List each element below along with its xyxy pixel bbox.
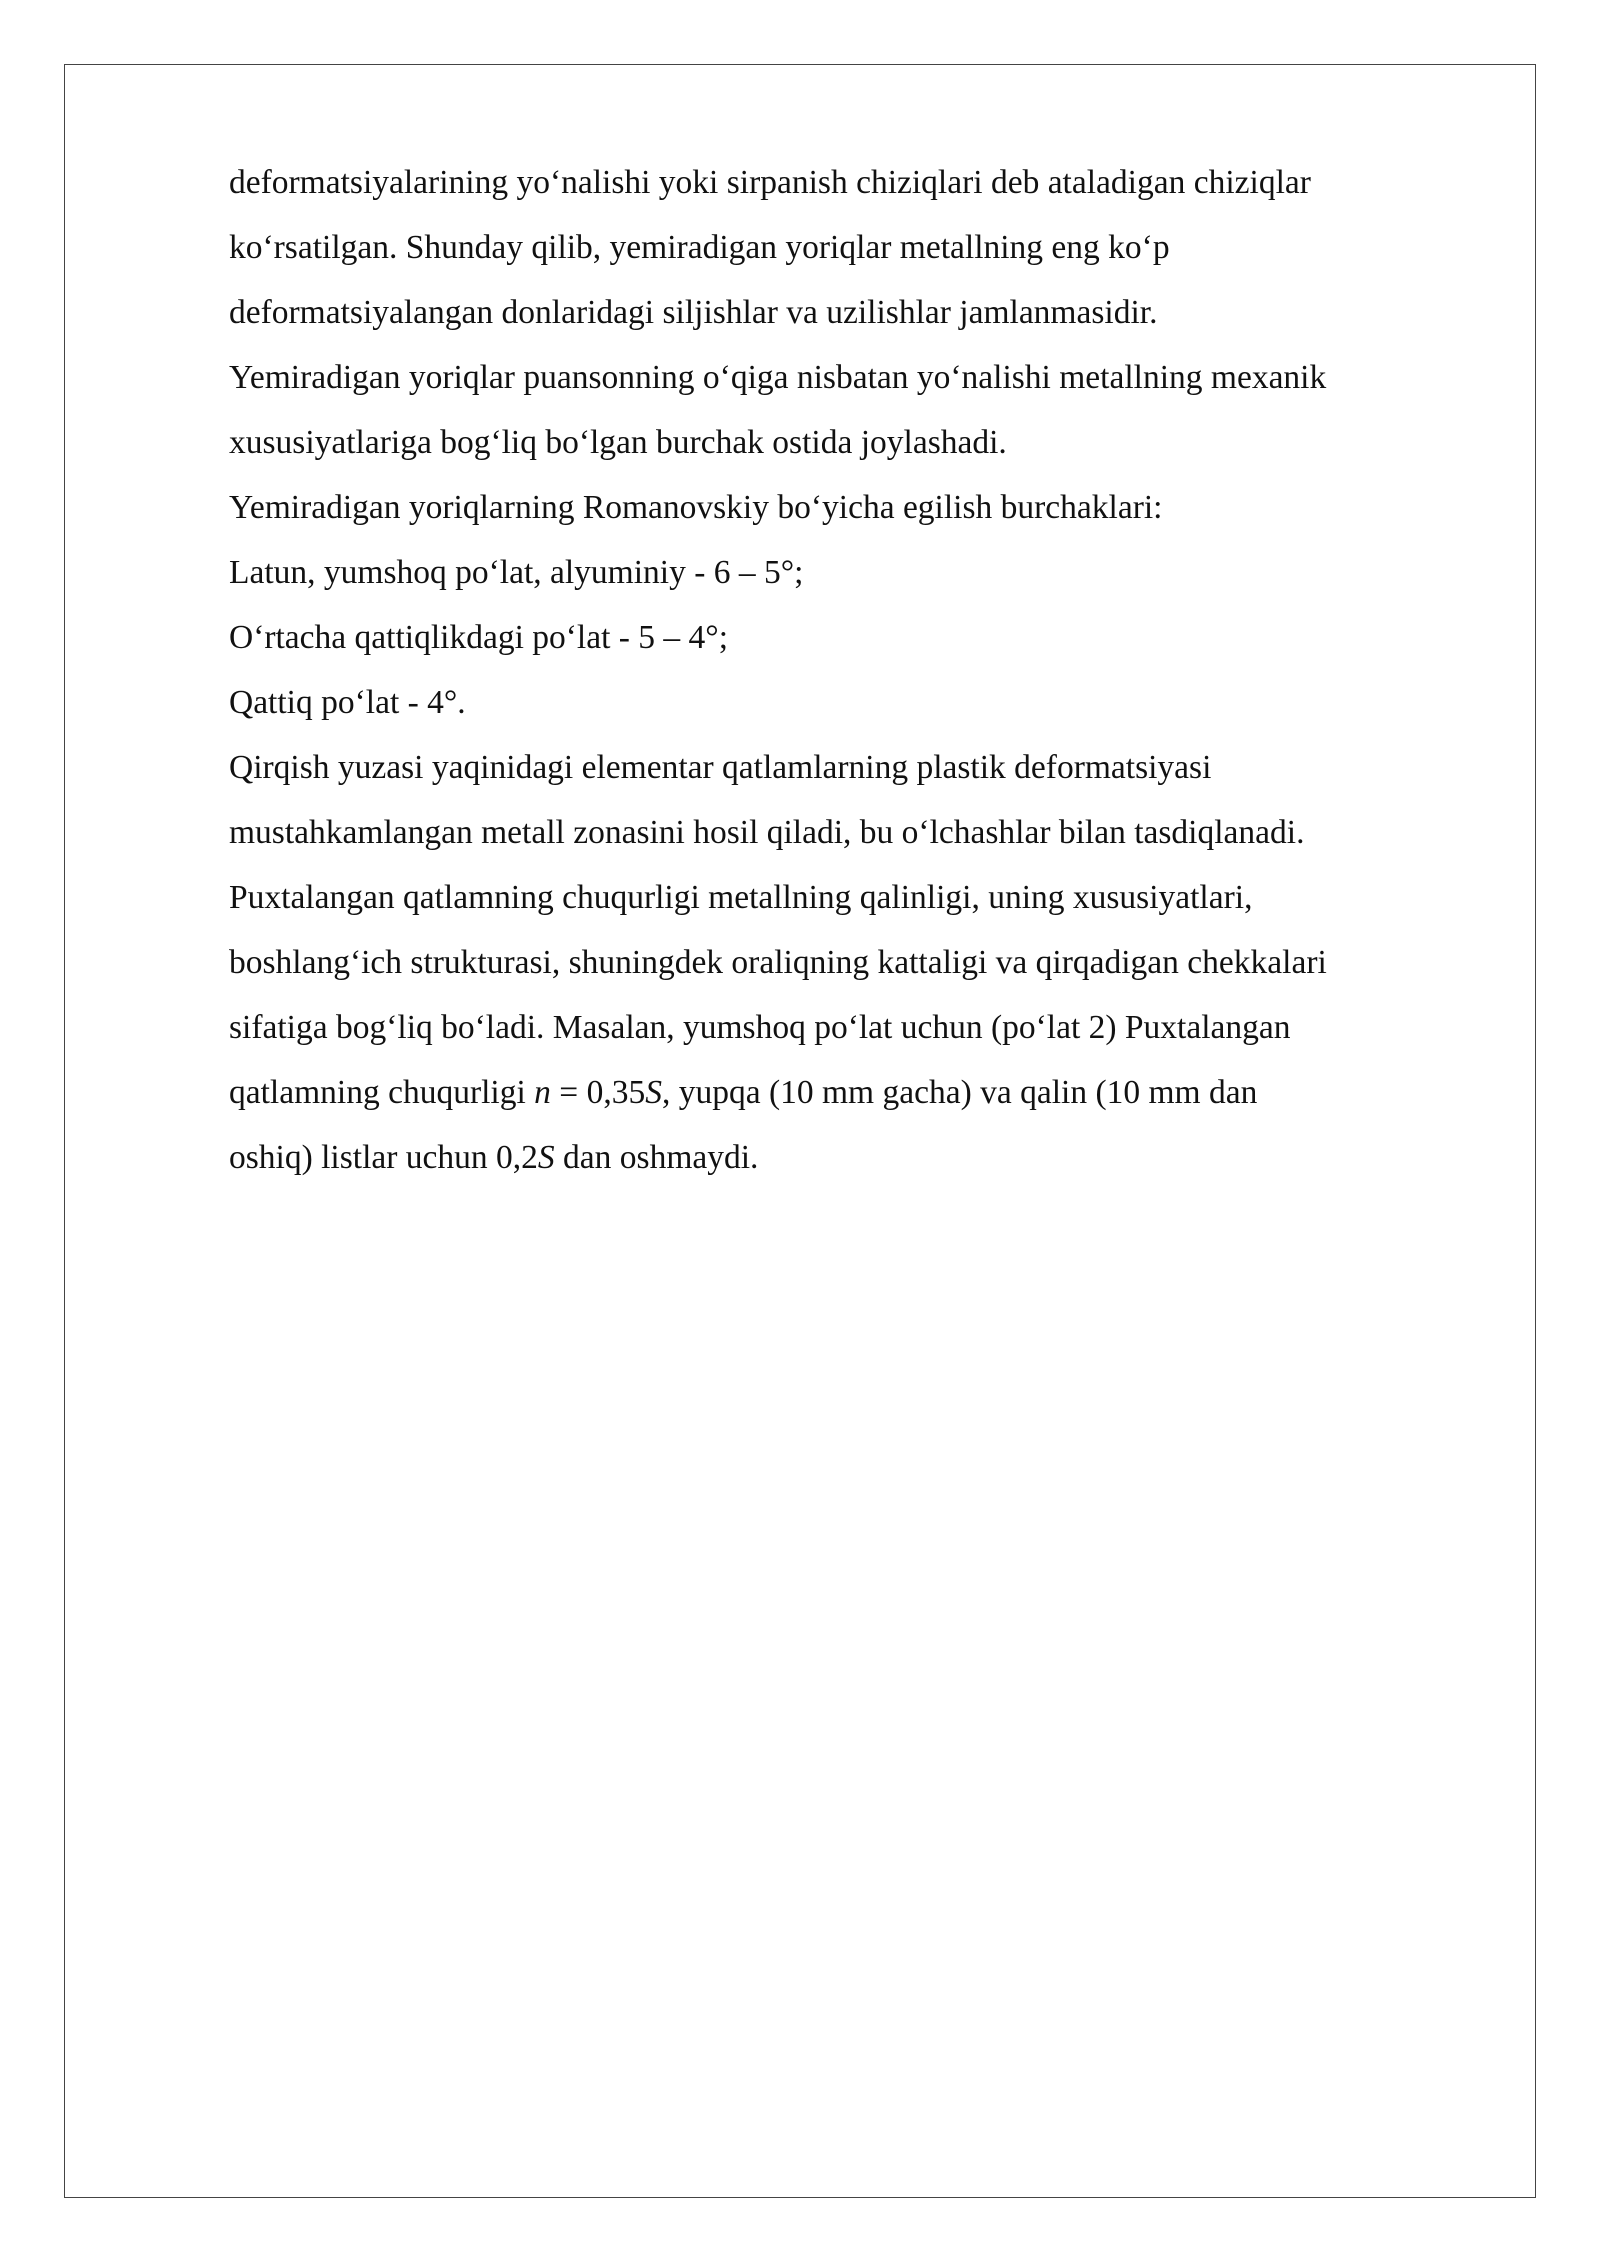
- text-fragment: , yupqa (10 mm gacha) va qalin (10 mm dan: [661, 1074, 1258, 1111]
- text-line: Yemiradigan yoriqlar puansonning o‘qiga nisbatan yo‘nalishi metallning mexanik: [229, 359, 1327, 396]
- text-line: deformatsiyalangan donlaridagi siljishlar va uzilishlar jamlanmasidir.: [229, 294, 1158, 331]
- variable-s: S: [645, 1074, 662, 1111]
- text-line: Puxtalangan qatlamning chuqurligi metallning qalinligi, uning xususiyatlari,: [229, 879, 1253, 916]
- text-fragment: oshiq) listlar uchun 0,2: [229, 1139, 538, 1176]
- text-line: Qirqish yuzasi yaqinidagi elementar qatlamlarning plastik deformatsiyasi: [229, 749, 1212, 786]
- text-line: O‘rtacha qattiqlikdagi po‘lat - 5 – 4°;: [229, 619, 728, 656]
- text-fragment: = 0,35: [550, 1074, 646, 1111]
- variable-s: S: [537, 1139, 555, 1176]
- text-line: boshlang‘ich strukturasi, shuningdek oraliqning kattaligi va qirqadigan chekkalari: [229, 944, 1327, 981]
- text-line-formula: [229, 1060, 1489, 1125]
- text-line: Yemiradigan yoriqlarning Romanovskiy bo‘yicha egilish burchaklari:: [229, 489, 1163, 526]
- text-line: sifatiga bog‘liq bo‘ladi. Masalan, yumshoq po‘lat uchun (po‘lat 2) Puxtalangan: [229, 1009, 1291, 1046]
- text-line: Latun, yumshoq po‘lat, alyuminiy - 6 – 5°;: [229, 554, 804, 591]
- variable-n: n: [534, 1074, 551, 1111]
- text-line-formula: [229, 1125, 1489, 1190]
- text-fragment: qatlamning chuqurligi: [229, 1074, 535, 1111]
- text-line: deformatsiyalarining yo‘nalishi yoki sirpanish chiziqlari deb ataladigan chiziqlar: [229, 164, 1311, 201]
- text-line: xususiyatlariga bog‘liq bo‘lgan burchak ostida joylashadi.: [229, 424, 1007, 461]
- text-line: ko‘rsatilgan. Shunday qilib, yemiradigan yoriqlar metallning eng ko‘p: [229, 229, 1170, 266]
- text-line: mustahkamlangan metall zonasini hosil qiladi, bu o‘lchashlar bilan tasdiqlanadi.: [229, 814, 1305, 851]
- text-line: Qattiq po‘lat - 4°.: [229, 684, 466, 721]
- document-body: [229, 150, 1489, 1190]
- text-fragment: dan oshmaydi.: [554, 1139, 759, 1176]
